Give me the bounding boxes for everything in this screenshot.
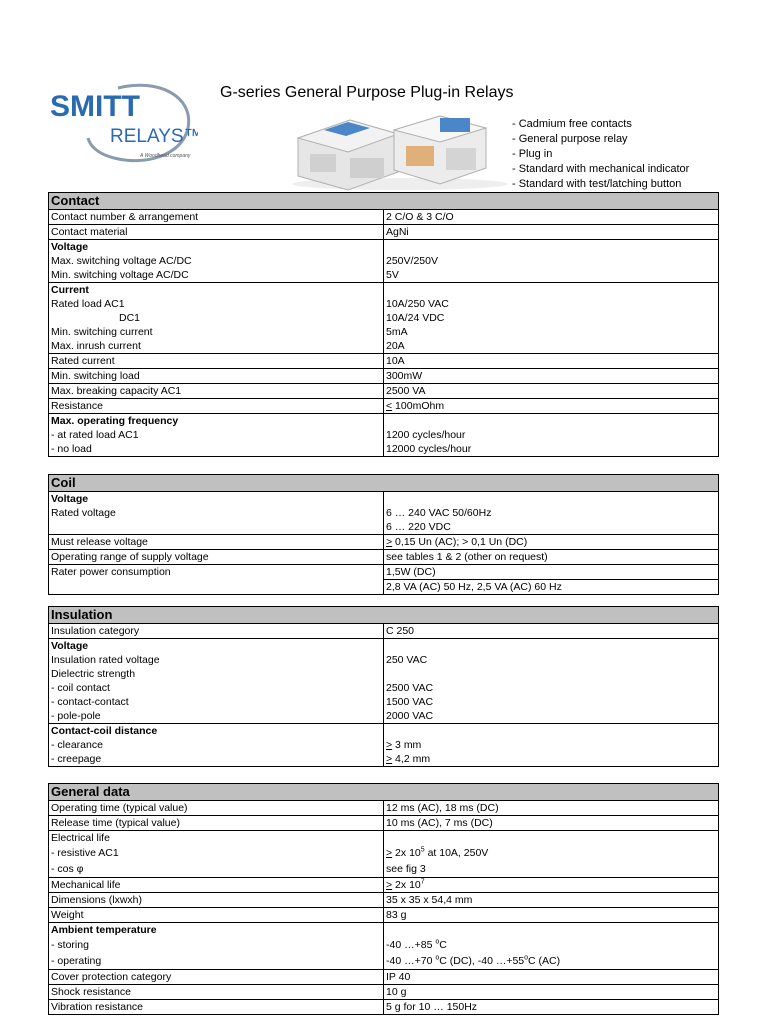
table-row-group: Rater power consumption 1,5W (DC) 2,8 VA (AC) 50 Hz, 2,5 VA (AC) 60 Hz xyxy=(49,565,719,595)
section-heading-coil: Coil xyxy=(49,475,719,492)
logo-tagline: A Woodhead company xyxy=(140,153,191,159)
coil-table xyxy=(48,474,719,595)
table-row-group: Current Rated load AC1 DC1 Min. switching current Max. inrush current 10A/250 VAC 10A/24 VDC 5mA 20A xyxy=(49,283,719,354)
table-row-group: Electrical life - resistive AC1 - cos φ > 2x $10^5$ at 10A, 250V see fig 3 xyxy=(49,831,719,878)
table-row: Weight 83 g xyxy=(49,908,719,923)
table-row: Operating range of supply voltage see tables 1 & 2 (other on request) xyxy=(49,550,719,565)
table-row: Release time (typical value) 10 ms (AC), 7 ms (DC) xyxy=(49,816,719,831)
general-data-table xyxy=(48,783,719,1015)
table-row-group: Max. operating frequency - at rated load AC1 - no load 1200 cycles/hour 12000 cycles/hour xyxy=(49,414,719,457)
table-row-group: Voltage Max. switching voltage AC/DC Min. switching voltage AC/DC 250V/250V 5V xyxy=(49,240,719,283)
table-row: Contact material AgNi xyxy=(49,225,719,240)
table-row: Cover protection category IP 40 xyxy=(49,970,719,985)
feature-item: - Cadmium free contacts xyxy=(512,118,632,130)
table-row: Max. breaking capacity AC1 2500 VA xyxy=(49,384,719,399)
logo-smitt-text: SMITT xyxy=(50,90,140,123)
insulation-table xyxy=(48,606,719,767)
table-row: Rated current 10A xyxy=(49,354,719,369)
table-row: Vibration resistance 5 g for 10 … 150Hz xyxy=(49,1000,719,1015)
table-row: Operating time (typical value) 12 ms (AC), 18 ms (DC) xyxy=(49,801,719,816)
table-row-group: Voltage Insulation rated voltage Dielectric strength - coil contact - contact-contact - pole-pole 250 VAC 2500 VAC 1500 VAC 2000 VAC xyxy=(49,639,719,724)
feature-item: - Standard with mechanical indicator xyxy=(512,163,690,175)
section-heading-contact: Contact xyxy=(49,193,719,210)
feature-item: - Standard with test/latching button xyxy=(512,178,682,190)
relay-product-photo xyxy=(290,108,510,192)
table-row: Mechanical life > 2x $10^7$ xyxy=(49,878,719,893)
table-row: Must release voltage > 0,15 Un (AC); > 0,1 Un (DC) xyxy=(49,535,719,550)
logo-relays-text: RELAYS™ xyxy=(110,126,198,147)
feature-item: - General purpose relay xyxy=(512,133,628,145)
smitt-relays-logo xyxy=(48,82,198,166)
table-row: Dimensions (lxwxh) 35 x 35 x 54,4 mm xyxy=(49,893,719,908)
table-row-group: Voltage Rated voltage 6 … 240 VAC 50/60Hz 6 … 220 VDC xyxy=(49,492,719,535)
page-title: G-series General Purpose Plug-in Relays xyxy=(220,84,514,101)
section-heading-general: General data xyxy=(49,784,719,801)
feature-item: - Plug in xyxy=(512,148,553,160)
table-row: Insulation category C 250 xyxy=(49,624,719,639)
table-row: Min. switching load 300mW xyxy=(49,369,719,384)
contact-table xyxy=(48,192,719,457)
table-row-group: Ambient temperature - storing - operating -40 …+85 $^o$C -40 …+70 $^o$C (DC), -40 $\dots+55^oC$ (AC) xyxy=(49,923,719,970)
table-row: Contact number & arrangement 2 C/O & 3 C/O xyxy=(49,210,719,225)
table-row: Shock resistance 10 g xyxy=(49,985,719,1000)
section-heading-insulation: Insulation xyxy=(49,607,719,624)
table-row-group: Contact-coil distance - clearance - creepage > 3 mm > 4,2 mm xyxy=(49,724,719,767)
feature-list xyxy=(512,117,689,192)
table-row: Resistance < 100mOhm xyxy=(49,399,719,414)
